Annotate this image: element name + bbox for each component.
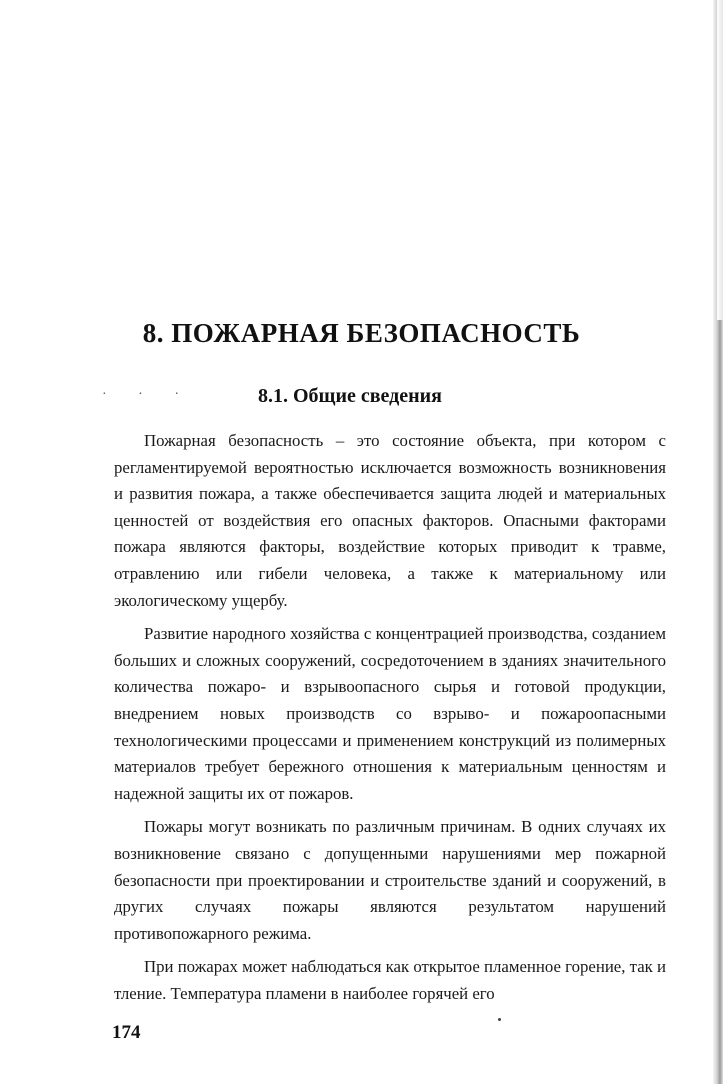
section-title: 8.1. Общие сведения xyxy=(258,385,442,407)
chapter-title: 8. ПОЖАРНАЯ БЕЗОПАСНОСТЬ xyxy=(142,318,581,348)
scan-specks: · · · xyxy=(102,387,193,402)
paragraph: Развитие народного хозяйства с концентрацией производства, созданием больших и сложных сооружений, сосредоточением в зданиях значительного количества пожаро- и взрывоопасного сырья и готовой продукции, внедрением новых производств со взрыво- и пожароопасными технологическими процессами и применением конструкций из полимерных материалов требует бережного отношения к материальным ценностям и надежной защиты их от пожаров. xyxy=(114,624,666,803)
body-text xyxy=(114,428,666,1014)
page-number: 174 xyxy=(112,1022,141,1043)
paragraph: Пожарная безопасность – это состояние объекта, при котором с регламентируемой вероятностью исключается возможность возникновения и развития пожара, а также обеспечивается защита людей и материальных ценностей от воздействия его опасных факторов. Опасными факторами пожара являются факторы, воздействие которых приводит к травме, отравлению или гибели человека, а также к материальному или экологическому ущербу. xyxy=(114,431,666,610)
paragraph: При пожарах может наблюдаться как открытое пламенное горение, так и тление. Температура пламени в наиболее горячей его xyxy=(114,957,666,1003)
scan-speck xyxy=(498,1018,501,1021)
paragraph: Пожары могут возникать по различным причинам. В одних случаях их возникновение связано с допущенными нарушениями мер пожарной безопасности при проектировании и строительстве зданий и сооружений, в других случаях пожары являются результатом нарушений противопожарного режима. xyxy=(114,817,666,943)
page-edge-highlight xyxy=(717,0,723,320)
